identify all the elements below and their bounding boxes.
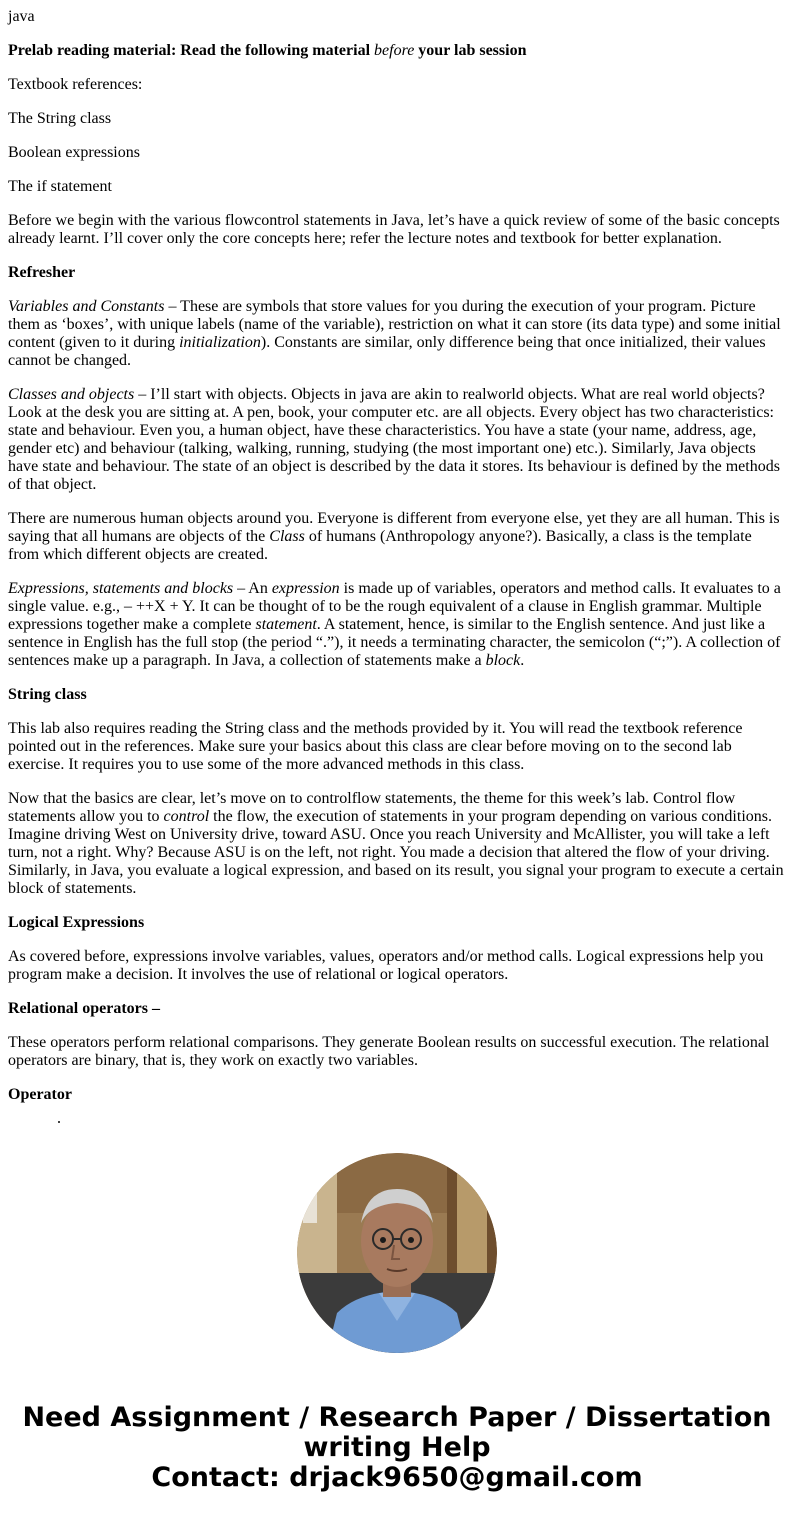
avatar [297,1153,497,1353]
doc-tag: java [8,8,35,25]
paragraph-text: . A statement, hence, is similar to the English sentence. And just like a sentence in English has the full stop (the period “.”), it needs a terminating character, the semicolon (“;”). A collection of sentences make up a paragraph. In Java, a collection of statements make a [8,616,781,669]
classes-paragraph [8,386,786,494]
logical-paragraph: As covered before, expressions involve variables, values, operators and/or method calls. Logical expressions help you program make a decision. It involves the use of relational or logical operators. [8,948,764,983]
banner-line: Need Assignment / Research Paper / Dissertation [22,1402,772,1433]
section-heading-text: Operator [8,1086,72,1103]
heading-emphasis: before [374,42,415,59]
prelab-heading [8,42,786,60]
help-banner [0,1403,794,1493]
person-photo-icon [297,1153,497,1353]
section-heading-text: Relational operators – [8,1000,160,1017]
paragraph-text: – I’ll start with objects. Objects in java are akin to realworld objects. What are real world objects? Look at the desk you are sitting at. A pen, book, your computer etc. are all objects. Every object has two characteristics: state and behaviour. Even you, a human object, have these characteristics. You have a state (your name, address, age, gender etc) and behaviour (talking, walking, running, studying (the most important one) etc.). Similarly, Java objects have state and behaviour. The state of an object is described by the data it stores. Its behaviour is defined by the methods of that object. [8,386,780,493]
banner-line: writing Help [303,1432,491,1463]
term: Variables and Constants [8,298,165,315]
cutoff-mark [58,1121,60,1123]
section-heading-operator [8,1086,786,1104]
paragraph-text: is made up of variables, operators and method calls. It evaluates to a single value. e.g., – ++X + Y. It can be thought of to be the rough equivalent of a clause in English grammar. Multiple expressions together make a complete [8,580,781,633]
emphasis: expression [271,580,340,597]
refs-label: Textbook references: [8,76,143,93]
section-heading-logical [8,914,786,932]
paragraph-text: – An [233,580,272,597]
paragraph-text: – These are symbols that store values for you during the execution of your program. Picture them as ‘boxes’, with unique labels (name of the variable), restriction on what it can store (its data type) and some initial content (given to it during [8,298,781,351]
section-heading-text: Logical Expressions [8,914,145,931]
section-heading-text: String class [8,686,87,703]
document-body [8,8,786,1120]
heading-text-end: your lab session [414,42,527,59]
emphasis: control [163,808,210,825]
ref-item: The String class [8,110,112,127]
paragraph-text: the flow, the execution of statements in your program depending on various conditions. Imagine driving West on University drive, toward ASU. Once you reach University and McAllister, you will take a left turn, not a right. Why? Because ASU is on the left, not right. You made a decision that altered the flow of your driving. Similarly, in Java, you evaluate a logical expression, and based on its result, you signal your program to execute a certain block of statements. [8,808,784,897]
paragraph-text: ). Constants are similar, only difference being that once initialized, their values cannot be changed. [8,334,766,369]
expressions-paragraph [8,580,786,670]
paragraph-text: Now that the basics are clear, let’s move on to controlflow statements, the theme for this week’s lab. Control flow statements allow you to [8,790,736,825]
emphasis: block [485,652,521,669]
section-heading-string [8,686,786,704]
ref-item: The if statement [8,178,112,195]
term: Expressions, statements and blocks [8,580,234,597]
humans-paragraph [8,510,786,564]
paragraph-text: . [520,652,525,669]
variables-paragraph [8,298,786,370]
section-heading-text: Refresher [8,264,76,281]
section-heading-refresher [8,264,786,282]
banner-contact: Contact: drjack9650@gmail.com [151,1462,643,1493]
emphasis: initialization [179,334,261,351]
content-cutoff [0,1122,794,1124]
intro-paragraph: Before we begin with the various flowcontrol statements in Java, let’s have a quick review of some of the basic concepts already learnt. I’ll cover only the core concepts here; refer the lecture notes and textbook for better explanation. [8,212,780,247]
ref-item: Boolean expressions [8,144,140,161]
control-paragraph [8,790,786,898]
paragraph-text: of humans (Anthropology anyone?). Basically, a class is the template from which different objects are created. [8,528,752,563]
string-paragraph: This lab also requires reading the String class and the methods provided by it. You will read the textbook reference pointed out in the references. Make sure your basics about this class are clear before moving on to the second lab exercise. It requires you to use some of the more advanced methods in this class. [8,720,743,773]
emphasis: Class [269,528,305,545]
term: Classes and objects [8,386,135,403]
relational-paragraph: These operators perform relational comparisons. They generate Boolean results on successful execution. The relational operators are binary, that is, they work on exactly two variables. [8,1034,770,1069]
section-heading-relational [8,1000,786,1018]
heading-text: Prelab reading material: Read the following material [8,42,375,59]
paragraph-text: There are numerous human objects around you. Everyone is different from everyone else, yet they are all human. This is saying that all humans are objects of the [8,510,780,545]
emphasis: statement [255,616,317,633]
